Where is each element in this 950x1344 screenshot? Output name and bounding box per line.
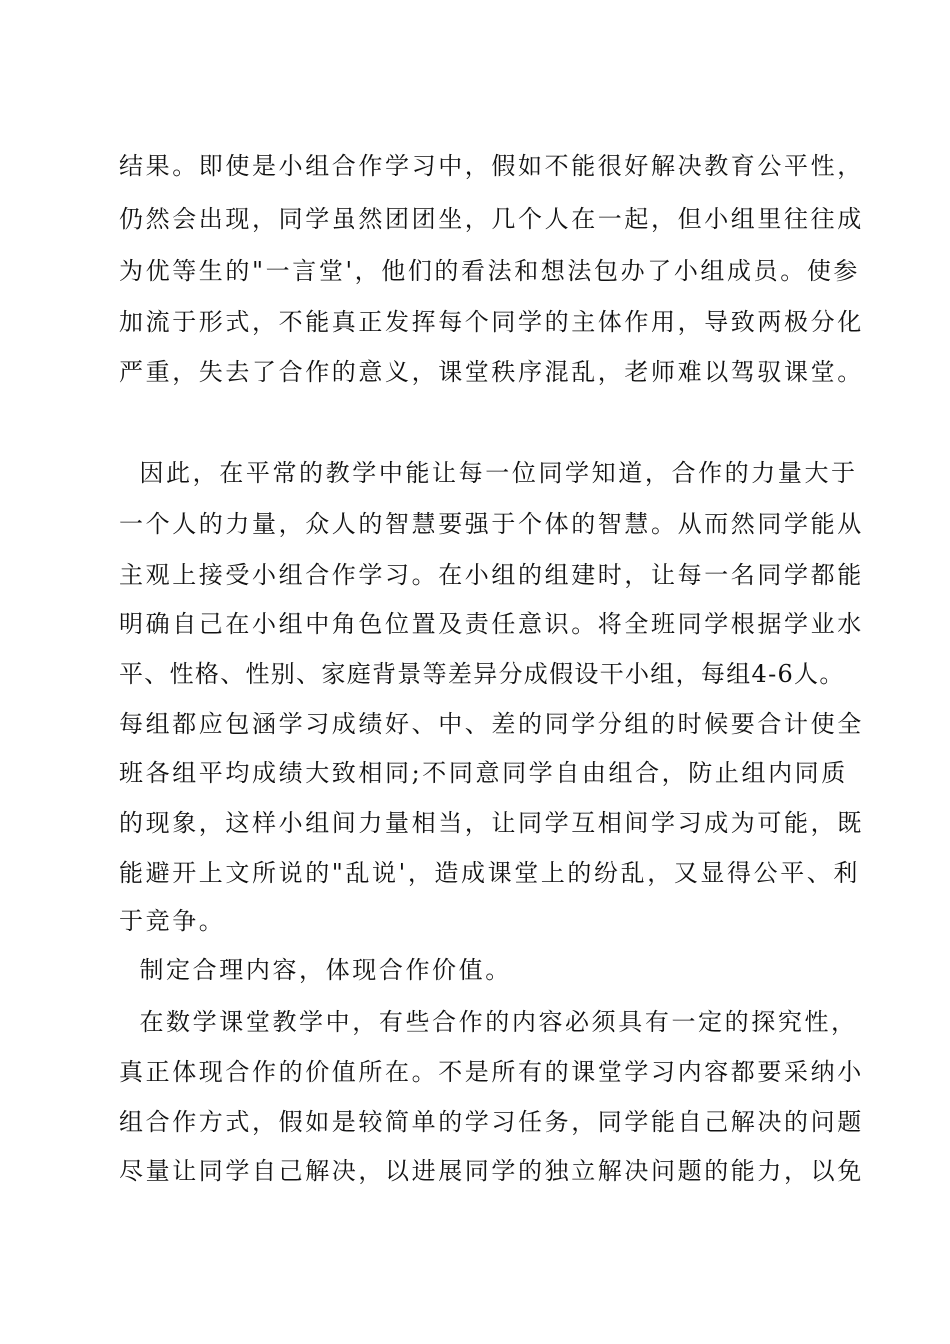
text-line: 结果。即使是小组合作学习中，假如不能很好解决教育公平性， — [119, 152, 864, 180]
text-line: 严重，失去了合作的意义，课堂秩序混乱，老师难以驾驭课堂。 — [119, 358, 864, 386]
text-line: 班各组平均成绩大致相同;不同意同学自由组合，防止组内同质 — [119, 759, 848, 787]
text-line: 为优等生的"一言堂'，他们的看法和想法包办了小组成员。使参 — [119, 257, 861, 285]
text-line: 于竞争。 — [119, 907, 226, 935]
text-line: 主观上接受小组合作学习。在小组的组建时，让每一名同学都能 — [119, 561, 864, 589]
text-line: 加流于形式，不能真正发挥每个同学的主体作用，导致两极分化 — [119, 308, 864, 336]
text-line: 仍然会出现，同学虽然团团坐，几个人在一起，但小组里往往成 — [119, 205, 864, 233]
paragraph-start-line: 因此，在平常的教学中能让每一位同学知道，合作的力量大于 — [119, 459, 858, 487]
text-line: 明确自己在小组中角色位置及责任意识。将全班同学根据学业水 — [119, 610, 864, 638]
text-line: 每组都应包涵学习成绩好、中、差的同学分组的时候要合计使全 — [119, 710, 864, 738]
paragraph-start-line: 在数学课堂教学中，有些合作的内容必须具有一定的探究性， — [119, 1008, 858, 1036]
text-line: 能避开上文所说的"乱说'，造成课堂上的纷乱，又显得公平、利 — [119, 859, 861, 887]
text-line: 一个人的力量，众人的智慧要强于个体的智慧。从而然同学能从 — [119, 510, 864, 538]
text-line: 的现象，这样小组间力量相当，让同学互相间学习成为可能，既 — [119, 809, 864, 837]
text-line: 组合作方式，假如是较简单的学习任务，同学能自己解决的问题 — [119, 1108, 864, 1136]
text-line: 尽量让同学自己解决，以进展同学的独立解决问题的能力，以免 — [119, 1157, 864, 1185]
text-line: 真正体现合作的价值所在。不是所有的课堂学习内容都要采纳小 — [119, 1058, 864, 1086]
text-line: 平、性格、性别、家庭背景等差异分成假设干小组，每组4-6人。 — [119, 660, 845, 688]
section-heading-line: 制定合理内容，体现合作价值。 — [119, 956, 512, 984]
